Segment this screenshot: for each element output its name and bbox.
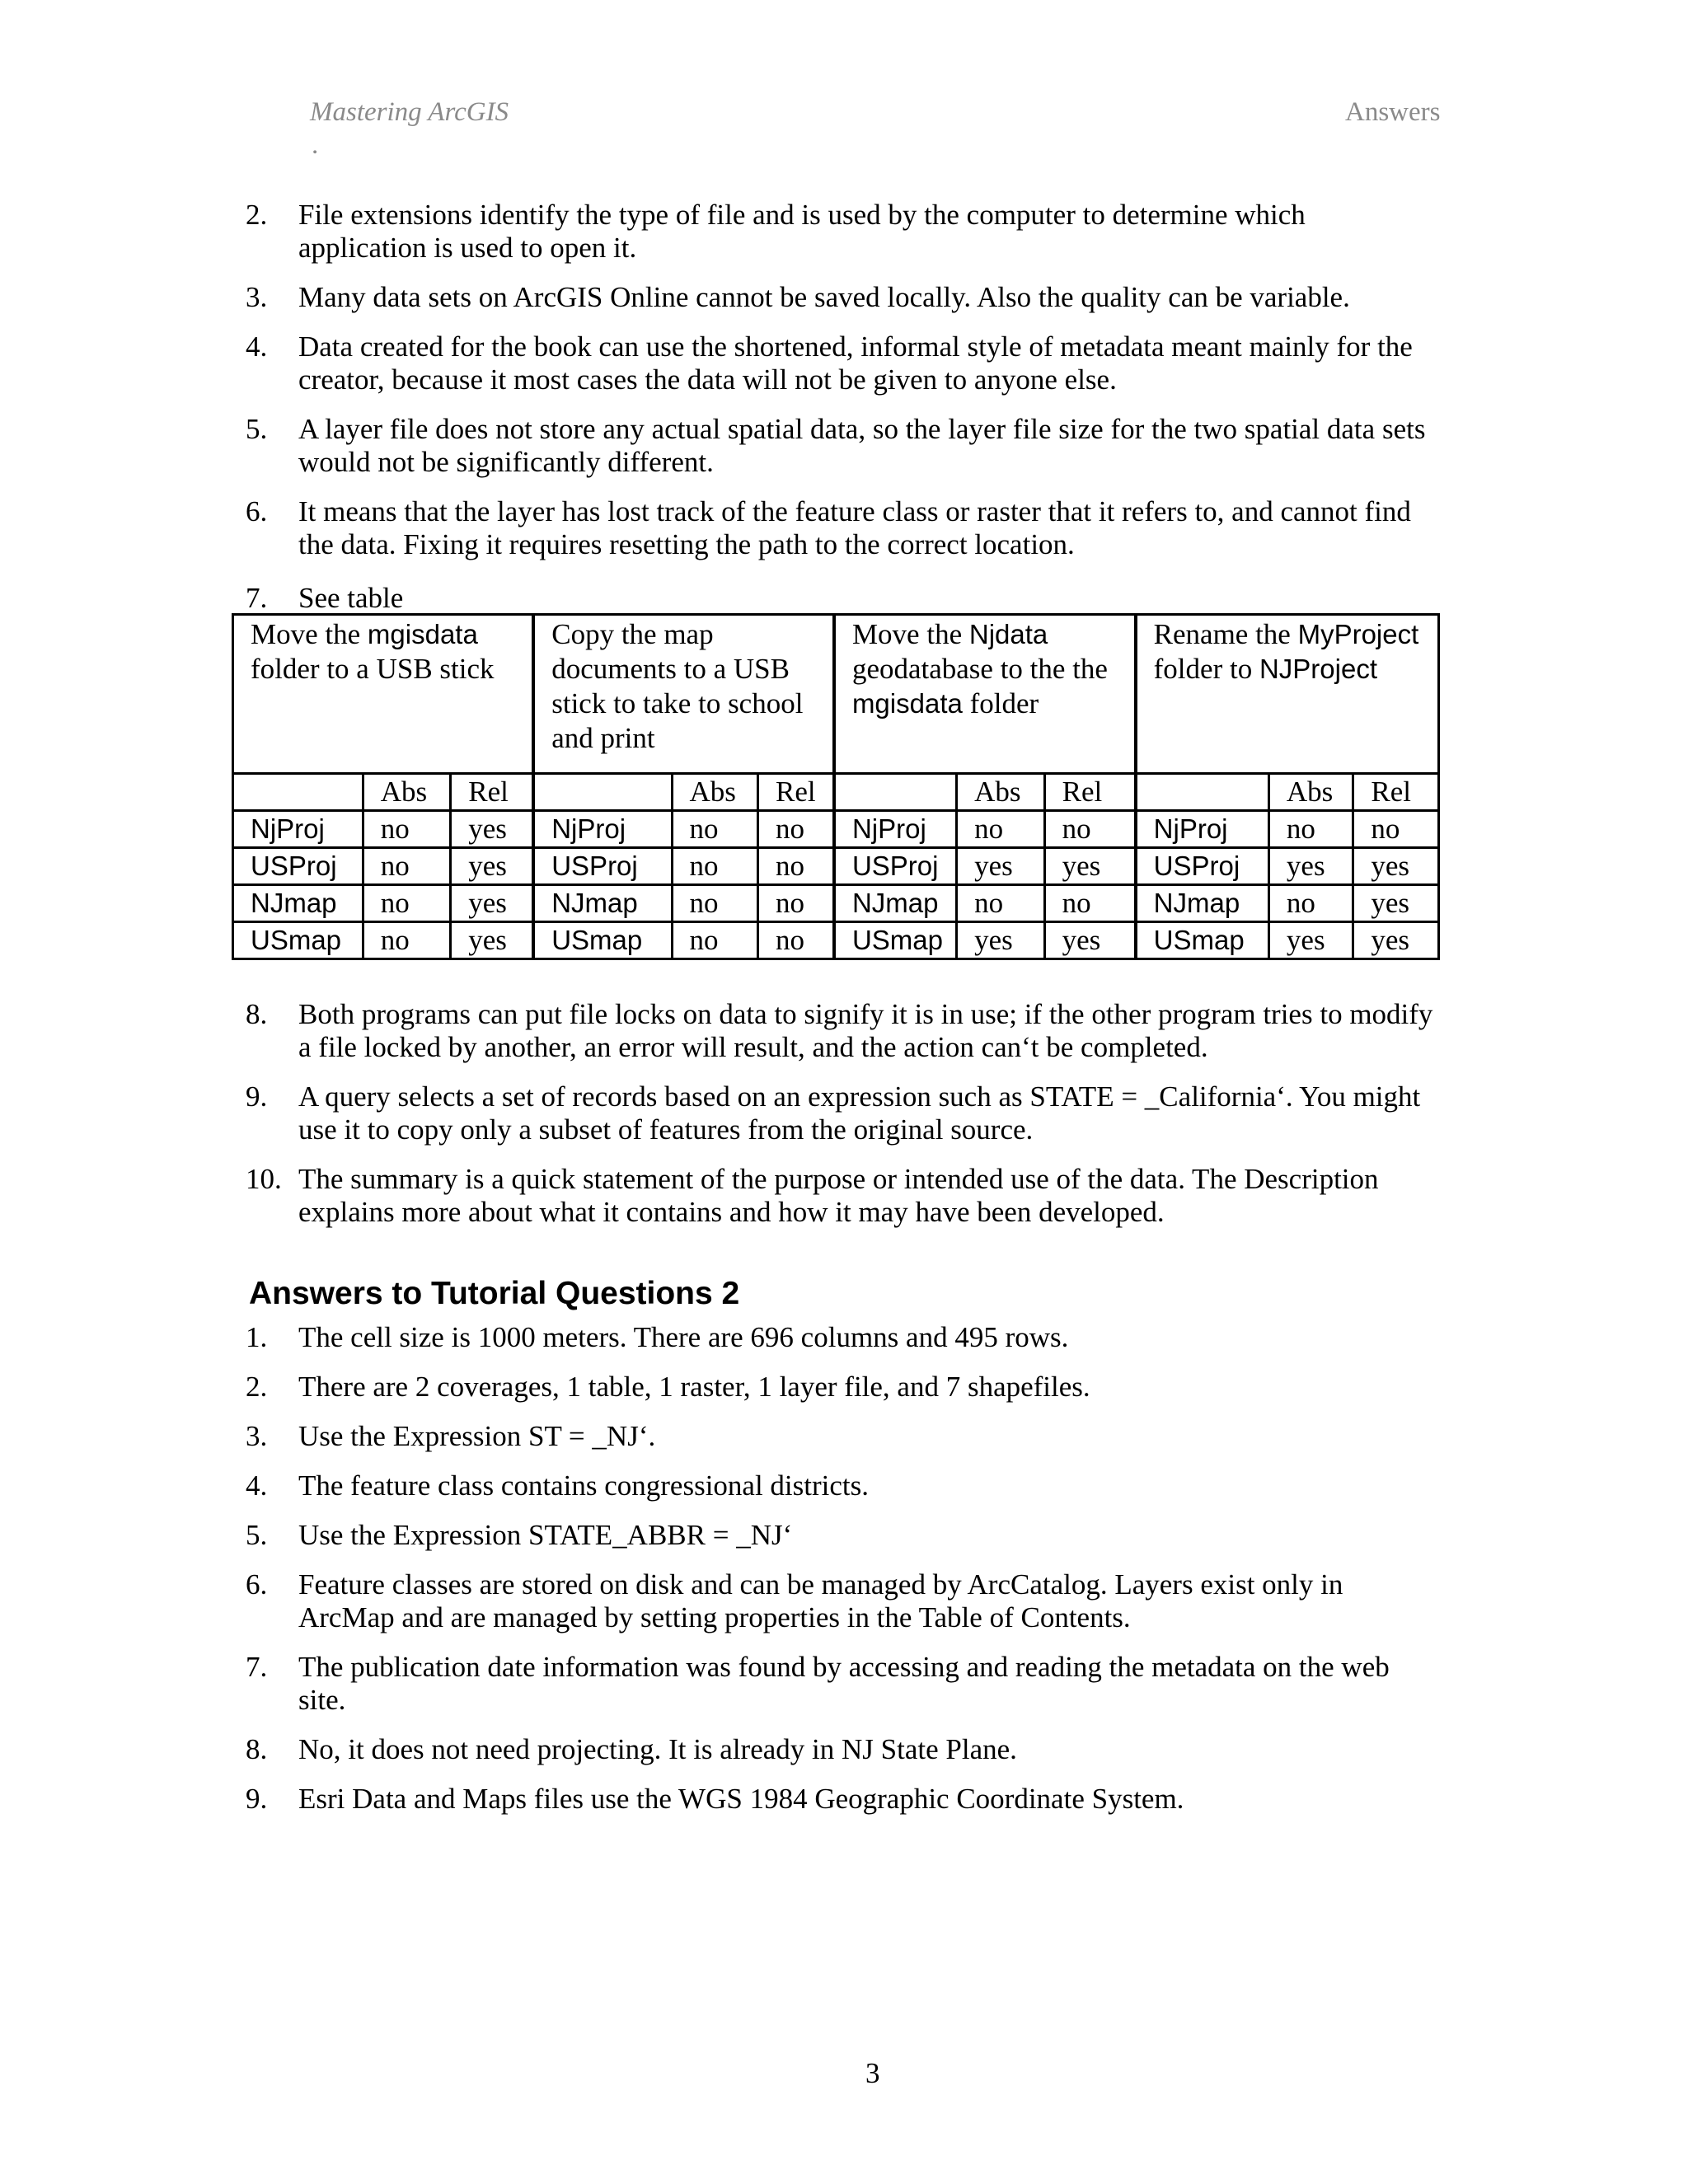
answer-item — [0, 1163, 1688, 1229]
answer-number: 4. — [246, 330, 268, 363]
answer-number: 3. — [246, 281, 268, 313]
answer-item — [0, 1568, 1688, 1634]
abs-value-cell: yes — [957, 848, 1045, 885]
abs-value-cell: no — [1268, 811, 1353, 848]
row-name-cell: NjProj — [533, 811, 672, 848]
empty-cell — [834, 774, 957, 811]
header-section: Answers — [1345, 97, 1441, 127]
scenario-text: Move the — [251, 618, 368, 650]
rel-value-cell: yes — [451, 922, 533, 959]
answer-number: 9. — [246, 1080, 268, 1113]
abs-column-header: Abs — [363, 774, 451, 811]
table-scenario-row — [233, 615, 1439, 774]
answer-item — [0, 1783, 1688, 1816]
answer-text: Many data sets on ArcGIS Online cannot be saved locally. Also the quality can be variable. — [298, 281, 1350, 313]
row-name-cell: NJmap — [533, 885, 672, 922]
answer-item — [0, 1080, 1688, 1146]
scenario-text: Copy the map documents to a USB stick to take to school and print — [551, 618, 804, 754]
answer-number: 6. — [246, 1568, 268, 1601]
row-name-cell: USmap — [533, 922, 672, 959]
row-name-cell: USProj — [834, 848, 957, 885]
scenario-text: mgisdata — [851, 688, 963, 719]
answer-number: 8. — [246, 1733, 268, 1765]
rel-value-cell: no — [1044, 811, 1136, 848]
rel-value-cell: no — [757, 885, 833, 922]
answer-number: 1. — [246, 1321, 268, 1353]
header-dot: . — [312, 130, 319, 160]
scenario-header — [233, 615, 534, 774]
abs-value-cell: yes — [1268, 922, 1353, 959]
section-title: Answers to Tutorial Questions 2 — [249, 1276, 740, 1311]
row-name-cell: NJmap — [834, 885, 957, 922]
page-number: 3 — [865, 2057, 880, 2089]
rel-value-cell: yes — [1044, 922, 1136, 959]
abs-value-cell: no — [672, 885, 757, 922]
rel-value-cell: yes — [1353, 848, 1439, 885]
answers-list-part1 — [0, 199, 1688, 578]
empty-cell — [533, 774, 672, 811]
abs-value-cell: no — [957, 885, 1045, 922]
empty-cell — [1136, 774, 1269, 811]
abs-column-header: Abs — [672, 774, 757, 811]
scenario-text: mgisdata — [367, 619, 478, 649]
answer-item — [0, 330, 1688, 396]
rel-value-cell: yes — [451, 811, 533, 848]
answer-item — [0, 1519, 1688, 1552]
row-name-cell: USProj — [233, 848, 363, 885]
abs-value-cell: no — [672, 922, 757, 959]
answer-item — [0, 1321, 1688, 1354]
answer-text: Data created for the book can use the shortened, informal style of metadata meant mainly for the creator, because it most cases the data will not be given to anyone else. — [298, 330, 1413, 396]
answer-number: 5. — [246, 1519, 268, 1551]
rel-value-cell: yes — [1353, 922, 1439, 959]
answer-text: The publication date information was found by accessing and reading the metadata on the web site. — [298, 1651, 1390, 1716]
scenario-text: NJProject — [1259, 654, 1377, 684]
rel-value-cell: yes — [1353, 885, 1439, 922]
row-name-cell: USmap — [1136, 922, 1269, 959]
answer-text: Use the Expression ST = _NJ‘. — [298, 1420, 656, 1452]
table-row — [233, 848, 1439, 885]
row-name-cell: NjProj — [1136, 811, 1269, 848]
rel-value-cell: no — [757, 848, 833, 885]
answer-text: Use the Expression STATE_ABBR = _NJ‘ — [298, 1519, 793, 1551]
rel-value-cell: no — [1353, 811, 1439, 848]
tutorial-answers-list — [0, 1321, 1688, 1832]
empty-cell — [233, 774, 363, 811]
rel-value-cell: no — [1044, 885, 1136, 922]
abs-value-cell: no — [363, 922, 451, 959]
scenario-header — [834, 615, 1136, 774]
rel-value-cell: yes — [1044, 848, 1136, 885]
abs-value-cell: no — [672, 811, 757, 848]
answer-item — [0, 1469, 1688, 1502]
abs-value-cell: yes — [957, 922, 1045, 959]
row-name-cell: USProj — [1136, 848, 1269, 885]
rel-column-header: Rel — [451, 774, 533, 811]
rel-column-header: Rel — [757, 774, 833, 811]
scenario-header — [533, 615, 834, 774]
row-name-cell: NJmap — [1136, 885, 1269, 922]
row-name-cell: NjProj — [233, 811, 363, 848]
answer-text: Feature classes are stored on disk and can be managed by ArcCatalog. Layers exist only in ArcMap and are managed by setting properties in the Table of Contents. — [298, 1568, 1343, 1633]
answer-number: 10. — [246, 1163, 282, 1195]
abs-value-cell: no — [363, 885, 451, 922]
answer-number: 7. — [246, 1651, 268, 1683]
abs-value-cell: no — [1268, 885, 1353, 922]
answer-text: See table — [298, 582, 404, 614]
answer-item — [0, 1420, 1688, 1453]
row-name-cell: NjProj — [834, 811, 957, 848]
abs-value-cell: yes — [1268, 848, 1353, 885]
answer-number: 8. — [246, 998, 268, 1030]
answer-text: It means that the layer has lost track of the feature class or raster that it refers to, and cannot find the data. Fixing it requires resetting the path to the correct location. — [298, 495, 1411, 560]
scenario-text: folder to — [1153, 653, 1259, 685]
answer-item — [0, 199, 1688, 265]
row-name-cell: NJmap — [233, 885, 363, 922]
answer-item — [0, 1733, 1688, 1766]
rel-value-cell: yes — [451, 885, 533, 922]
answer-text: The summary is a quick statement of the purpose or intended use of the data. The Description explains more about what it contains and how it may have been developed. — [298, 1163, 1379, 1228]
row-name-cell: USmap — [233, 922, 363, 959]
answer-text: File extensions identify the type of file and is used by the computer to determine which application is used to open it. — [298, 199, 1306, 264]
answer-text: The feature class contains congressional districts. — [298, 1469, 870, 1502]
rel-column-header: Rel — [1353, 774, 1439, 811]
path-results-table — [232, 613, 1440, 960]
rel-column-header: Rel — [1044, 774, 1136, 811]
abs-value-cell: no — [957, 811, 1045, 848]
scenario-header — [1136, 615, 1439, 774]
scenario-text: Rename the — [1153, 618, 1298, 650]
scenario-text: MyProject — [1297, 619, 1419, 649]
answer-item — [0, 1651, 1688, 1717]
answer-text: No, it does not need projecting. It is already in NJ State Plane. — [298, 1733, 1017, 1765]
rel-value-cell: yes — [451, 848, 533, 885]
header-title: Mastering ArcGIS — [310, 97, 509, 127]
abs-value-cell: no — [363, 848, 451, 885]
answer-text: Esri Data and Maps files use the WGS 1984 Geographic Coordinate System. — [298, 1783, 1184, 1815]
answer-item — [0, 413, 1688, 479]
table-row — [233, 885, 1439, 922]
answer-item — [0, 495, 1688, 561]
table-row — [233, 811, 1439, 848]
table-row — [233, 922, 1439, 959]
answer-number: 2. — [246, 199, 268, 231]
scenario-text: Move the — [851, 618, 969, 650]
rel-value-cell: no — [757, 922, 833, 959]
answers-list-part2 — [0, 998, 1688, 1245]
abs-value-cell: no — [363, 811, 451, 848]
abs-value-cell: no — [672, 848, 757, 885]
answer-text: Both programs can put file locks on data to signify it is in use; if the other program tries to modify a file locked by another, an error will result, and the action can‘t be completed. — [298, 998, 1433, 1063]
answer-number: 5. — [246, 413, 268, 445]
answer-number: 4. — [246, 1469, 268, 1502]
row-name-cell: USmap — [834, 922, 957, 959]
answer-number: 2. — [246, 1371, 268, 1403]
abs-column-header: Abs — [1268, 774, 1353, 811]
scenario-text: folder to a USB stick — [251, 653, 495, 685]
rel-value-cell: no — [757, 811, 833, 848]
scenario-text: geodatabase to the the — [851, 653, 1108, 685]
answer-text: There are 2 coverages, 1 table, 1 raster, 1 layer file, and 7 shapefiles. — [298, 1371, 1090, 1403]
scenario-text: Njdata — [968, 619, 1048, 649]
table-column-header-row — [233, 774, 1439, 811]
row-name-cell: USProj — [533, 848, 672, 885]
answer-number: 3. — [246, 1420, 268, 1452]
answer-item — [0, 281, 1688, 314]
scenario-text: folder — [962, 687, 1039, 719]
answer-item — [0, 1371, 1688, 1404]
answer-text: A layer file does not store any actual spatial data, so the layer file size for the two spatial data sets would not be significantly different. — [298, 413, 1426, 478]
answer-number: 6. — [246, 495, 268, 527]
answer-text: The cell size is 1000 meters. There are 696 columns and 495 rows. — [298, 1321, 1069, 1353]
abs-column-header: Abs — [957, 774, 1045, 811]
answer-number: 7. — [246, 582, 268, 614]
answer-item — [0, 998, 1688, 1064]
answer-item-7 — [246, 582, 403, 615]
answer-number: 9. — [246, 1783, 268, 1815]
answer-text: A query selects a set of records based on an expression such as STATE = _California‘. You might use it to copy only a subset of features from the original source. — [298, 1080, 1421, 1146]
